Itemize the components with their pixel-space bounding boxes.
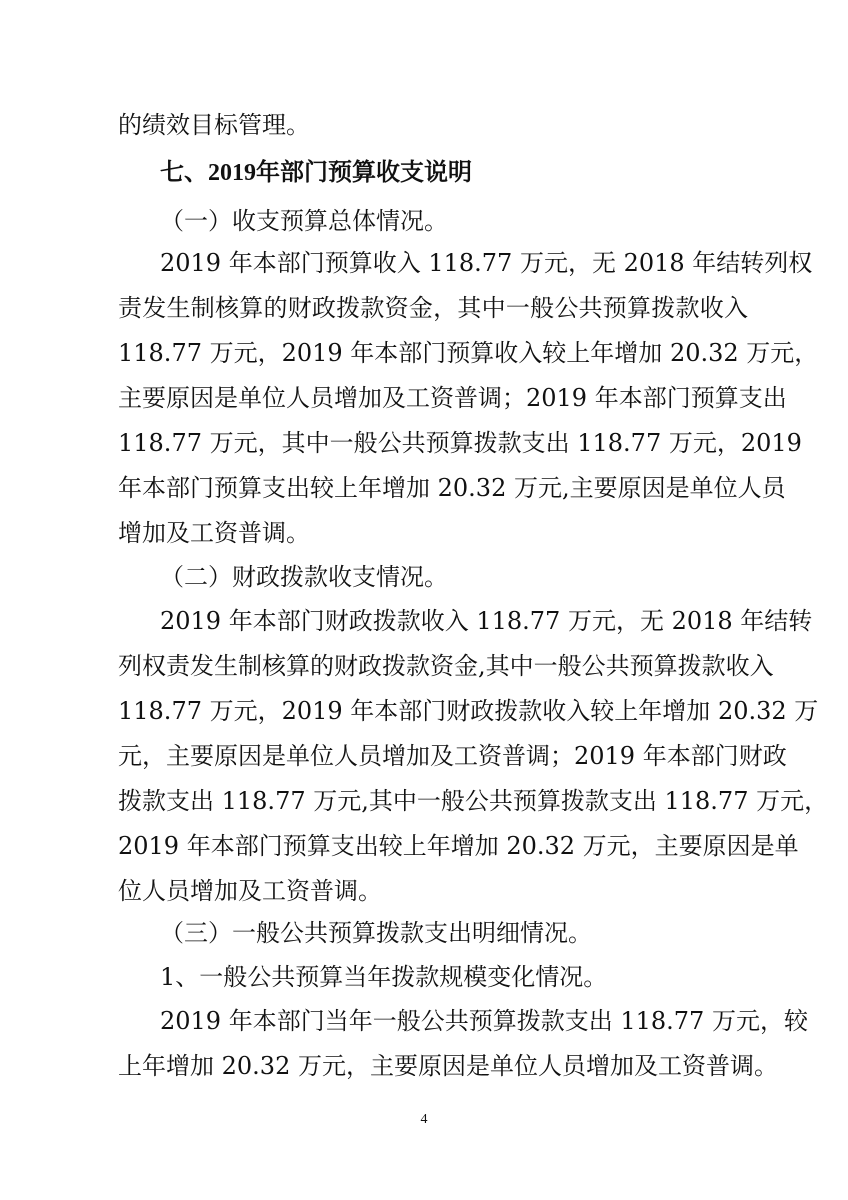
text-line-22: 上年增加 20.32 万元，主要原因是单位人员增加及工资普调。	[118, 1052, 778, 1080]
text-line-7: 主要原因是单位人员增加及工资普调；2019 年本部门预算支出	[118, 384, 787, 412]
text-line-8: 118.77 万元，其中一般公共预算拨款支出 118.77 万元，2019	[118, 429, 802, 457]
text-line-1: 的绩效目标管理。	[118, 111, 310, 139]
text-line-5: 责发生制核算的财政拨款资金，其中一般公共预算拨款收入	[118, 294, 748, 322]
text-line-18: 位人员增加及工资普调。	[118, 877, 382, 905]
text-line-6: 118.77 万元，2019 年本部门预算收入较上年增加 20.32 万元，	[118, 339, 819, 367]
section-heading-seven: 七、2019年部门预算收支说明	[160, 160, 472, 186]
text-line-10: 增加及工资普调。	[118, 519, 310, 547]
subheading-three: （三）一般公共预算拨款支出明细情况。	[160, 919, 592, 947]
text-line-14: 118.77 万元，2019 年本部门财政拨款收入较上年增加 20.32 万	[118, 697, 819, 725]
subheading-one: （一）收支预算总体情况。	[160, 207, 448, 235]
page-number: 4	[420, 1112, 428, 1127]
numbered-item-1: 1、一般公共预算当年拨款规模变化情况。	[160, 963, 608, 991]
text-line-9: 年本部门预算支出较上年增加 20.32 万元,主要原因是单位人员	[118, 474, 786, 502]
text-line-15: 元，主要原因是单位人员增加及工资普调；2019 年本部门财政	[118, 742, 787, 770]
text-line-16: 拨款支出 118.77 万元,其中一般公共预算拨款支出 118.77 万元，	[118, 787, 829, 815]
text-line-21: 2019 年本部门当年一般公共预算拨款支出 118.77 万元，较	[160, 1007, 808, 1035]
text-line-13: 列权责发生制核算的财政拨款资金,其中一般公共预算拨款收入	[118, 652, 774, 680]
text-line-4: 2019 年本部门预算收入 118.77 万元，无 2018 年结转列权	[160, 249, 813, 277]
text-line-12: 2019 年本部门财政拨款收入 118.77 万元，无 2018 年结转	[160, 607, 813, 635]
subheading-two: （二）财政拨款收支情况。	[160, 563, 448, 591]
text-line-17: 2019 年本部门预算支出较上年增加 20.32 万元，主要原因是单	[118, 832, 799, 860]
